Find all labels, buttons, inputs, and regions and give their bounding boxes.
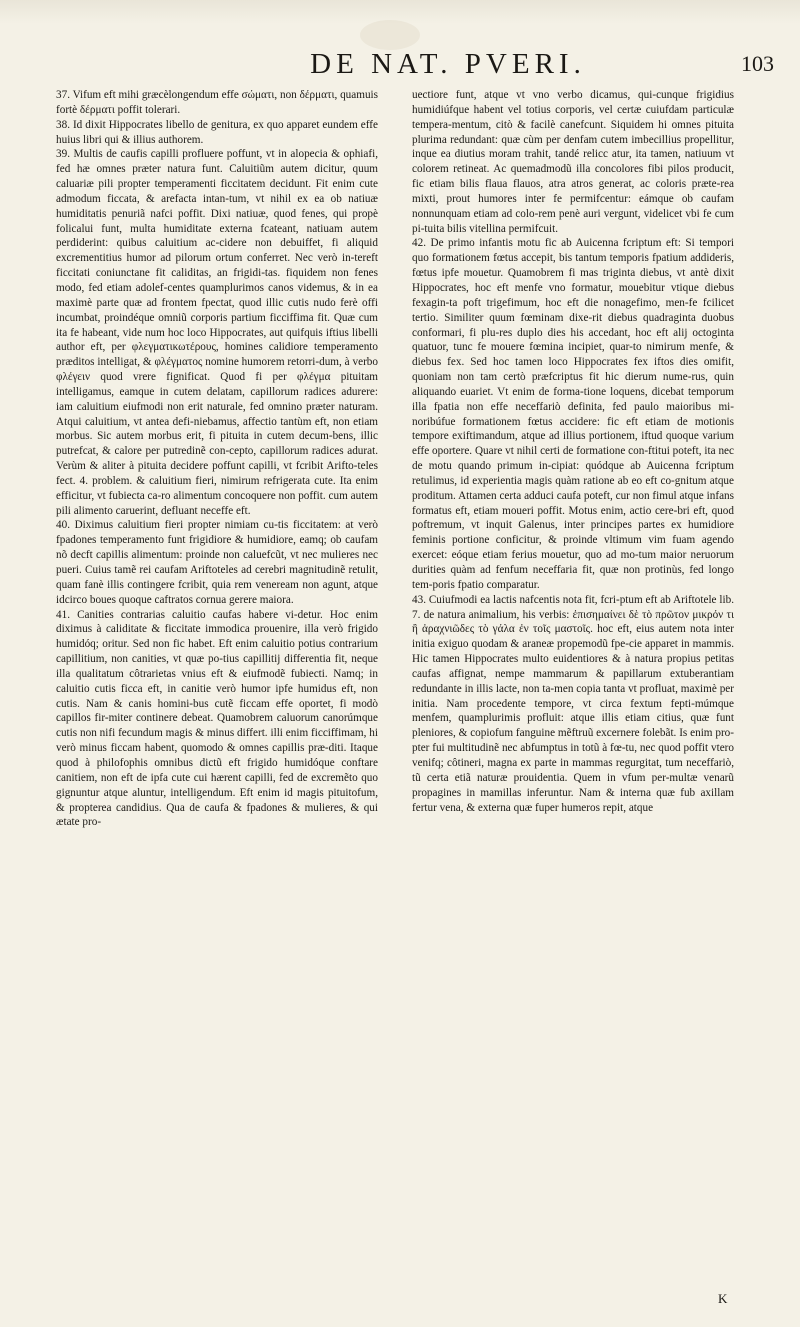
left-column xyxy=(56,88,378,1324)
page-header xyxy=(60,48,774,82)
paragraph-37: 37. Vifum eft mihi græcèlongendum effe σώματι, non δέρματι, quamuis fortè δέρματι poffit tolerari. xyxy=(56,89,378,116)
running-title: DE NAT. PVERI. xyxy=(310,48,586,80)
paragraph-39: 39. Multis de caufis capilli profluere poffunt, vt in alopecia & ophiafi, fed hæ omnes præter natura funt. Caluitiũm autem dicitur, quum caluariæ pili propter temperamenti ficcitatem decidunt. Fit enim cute admodum ficcata, & arefacta intan-tum, vt nihil ex ea ob natiuæ humiditatis penuriã nafci poffit. Dixi natiuæ, quod fenes, qui propè folicalui funt, multa humiditate externa fcateant, natiuam autem perdiderint: quibus caluitium ac-cidere non debuiffet, fi aliquid excrementitius humor ad pilorum ortum conferret. Nec verò in-tereft ficcitati coniunctane fit caliditas, an frigidi-tas. fiquidem non fenes modo, fed etiam adolef-centes quamplurimos canos videmus, & in ea maximè parte quæ ad frontem fpectat, quod illic cutis nudo ferè offi incumbat, proindéque omniũ corporis partium ficciffima fit. Quæ cum ita fe habeant, vide num hoc loco Hippocrates, aut quifquis iftius libelli author eft, per φλεγματικωτέρους, homines calidiore temperamento præditos intelligat, & φλέγματος nomine humorem retorri-dum, à verbo φλέγειν quod vrere fignificat. Quod fi per φλέγμα pituitam intelligamus, eamque in cutem delatam, capillorum radices adurere: iam caluitium eiufmodi non erit naturale, fed omnino præter naturam. Atqui caluitium, vt antea defi-niebamus, affectio tantùm eft, non etiam morbus. Sic autem morbus erit, fi pituita in cutem decum-bens, illic putrefcat, & calore per putredinẽ con-cepto, capillorum radices adurat. Verùm & aliter à pituita decidere poffunt capilli, vt fcribit Arifto-teles fect. 4. problem. & caluitium fieri, nimirum refrigerata cute. Ita enim efficitur, vt fubiecta ca-ro alimentum concoquere non poffit. cum autem pili alimento caruerint, defluant neceffe eft. xyxy=(56,148,378,517)
paragraph-41-continued: uectiore funt, atque vt vno verbo dicamus, qui-cunque frigidius humidiúfque habent vel totius corporis, vel certæ cuiufdam particulæ tempera-mentum, citò & facilè canefcunt. Siquidem hi omnes pituita plurima redundant: quæ cùm per denfam cutem imbecillius propellitur, inque ea diutius moram trahit, tandé relicc atur, ita tamen, natiuum vt colorem retineat. Ac quemadmodũ illa concolores fibi pilos producit, fic etiam bilis flaua flauos, atra atros generat, ac coloris præte-rea mixti, prout humores inter fe permifcentur: eámque ob caufam nonnunquam etiam ad colo-rem penè auri vergunt, videlicet vbi fe cum pi-tuita bilis vitellina permifcuit. xyxy=(412,89,734,235)
signature-mark: K xyxy=(718,1291,728,1306)
page-number: 103 xyxy=(741,51,774,76)
paragraph-41: 41. Canities contrarias caluitio caufas habere vi-detur. Hoc enim diximus à caliditate & ficcitate immodica prouenire, illa verò frigido humidóq; oritur. Sed non fic habet. Eft enim caluitio potius contrarium capillitium, non canities, vt quæ po-tius capillitij differentia fit, neque illa qualitatum côtrarietas vnius eft & eiufmodẽ fubiecti. Namq; in caluitio cutis ficca eft, in canitie verò humor ipfe humidus eft, non cutis. Nam & canis homini-bus cutẽ ficcam effe oportet, fi modò capillos fir-miter continere debeat. Quamobrem caluorum canorúmque cutis non nifi fecundum magis & minus differt. illi enim ficciffimam, hi verò minus ficcam habent, quomodo & omnes capillis præ-diti. Itaque quod à philofophis omnibus dictũ eft frigido humidóque conftare canitiem, non eft de ipfa cute cui hærent capilli, fed de excremẽto quo gignuntur atque aluntur, intelligendum. Eft enim id magis pituitofum, & propterea candidius. Qua de caufa & fpadones & mulieres, & qui ætate pro- xyxy=(56,608,378,829)
paragraph-40: 40. Diximus caluitium fieri propter nimiam cu-tis ficcitatem: at verò fpadones temperamento funt frigidiore & humidiore, eamq; ob caufam nõ decft capillis alimentum: proinde non caluefcũt, vt nec mulieres nec pueri. Cuius tamẽ rei caufam Ariftoteles ad cerebri magnitudinẽ retulit, quam fanè illis contingere fcribit, quia rem veneream non agunt, atque idcirco boues quoque caftratos cornua gerere maiora. xyxy=(56,519,378,606)
right-column xyxy=(412,88,734,1324)
paragraph-38: 38. Id dixit Hippocrates libello de genitura, ex quo apparet eundem effe huius libri qui & illius authorem. xyxy=(56,118,378,146)
paragraph-42: 42. De primo infantis motu fic ab Auicenna fcriptum eft: Si tempori quo formationem fœtus accepit, bis tantum temporis fpatium addideris, fœtus ipfe mouetur. Quamobrem fi mas triginta diebus, vt antè dixit Hippocrates, hoc eft menfe vno formatur, mouebitur vtique diebus fexagin-ta poft trigefimum, hoc eft die nonagefimo, men-fe fcilicet tertio. Similiter quum fœminam dixe-rit diebus quadraginta duobus conformari, fi plu-res duplo dies his accedant, hoc eft alij octoginta quatuor, tunc fe mouere fœmina incipiet, quar-to nimirum menfe, & diebus fex. Sed hoc tamen loco Hippocrates fex iftos dies omifit, quoniam non tam certò præfcriptus fit hic dierum nume-rus, quin aliquando euariet. Vt enim de forma-tione loquens, dicebat temporum illa fpatia non effe neceffariò definita, fed paulo maioribus mi-noribúfue formationem fœtus accidere: fic eft etiam de motionis tempore exiftimandum, atque ad illius portionem, iftud quoque varium effe oportere. Quare vt nihil certi de formatione con-ftitui poteft, ita nec de motu quando primum in-cipiat: quódque ab Auicenna fcriptum retulimus, id experientia magis quàm ratione ab eo eft co-gnitum atque proditum. Attamen certa adduci caufa poteft, cur non fimul atque infans formatus eft, etiam moueri poffit. Motus enim, actio cere-bri eft, quod poftremum, vt inquit Galenus, inter principes partes ex humidiore feminis portione conficitur, & proinde vltimum vim fuam agendo exercet: eóque etiam ferius mouetur, quo ad mo-tum maior neruorum durities quàm ad fenfum neceffaria fit, quæ non protinùs, fed longo tem-poris fpatio comparatur. xyxy=(412,237,734,591)
paper-stain xyxy=(360,20,420,50)
paragraph-43: 43. Cuiufmodi ea lactis nafcentis nota fit, fcri-ptum eft ab Ariftotele lib. 7. de natura animalium, his verbis: ἐπισημαίνει δὲ τὸ πρῶτον μικρόν τι ἢ ἀραχνιῶδες τὸ γάλα ἐν τοῖς μαστοῖς. hoc eft, eius autem nota inter initia exiguo quodam & araneæ propemodũ fpe-cie apparet in mammis. Hic tamen Hippocrates multo euidentiores & à natura propius petitas caufas affignat, nempe mammarum & papillarum extuberantiam redundante in illis lacte, non ta-men copia tanta vt profluat, maximè per initia. Nam procedente tempore, vt circa fextum fepti-múmque menfem, quamplurimis profluit: atque illis etiam citius, quæ funt pleniores, & copiofum fanguine mẽftruũ excernere folebãt. Is enim pro-pter fui multitudinẽ nec abfumptus in totũ à fœ-tu, nec quod poffit vtero venifq; côtineri, magna ex parte in mammas regurgitat, tum neceffariò, tũ certa etiã naturæ prouidentia. Quem in vfum per-multæ venarũ propagines in mamillas inferuntur. Nam & interna quæ fub axillam fertur vena, & externa quæ fuper humeros repit, atque xyxy=(412,593,734,814)
